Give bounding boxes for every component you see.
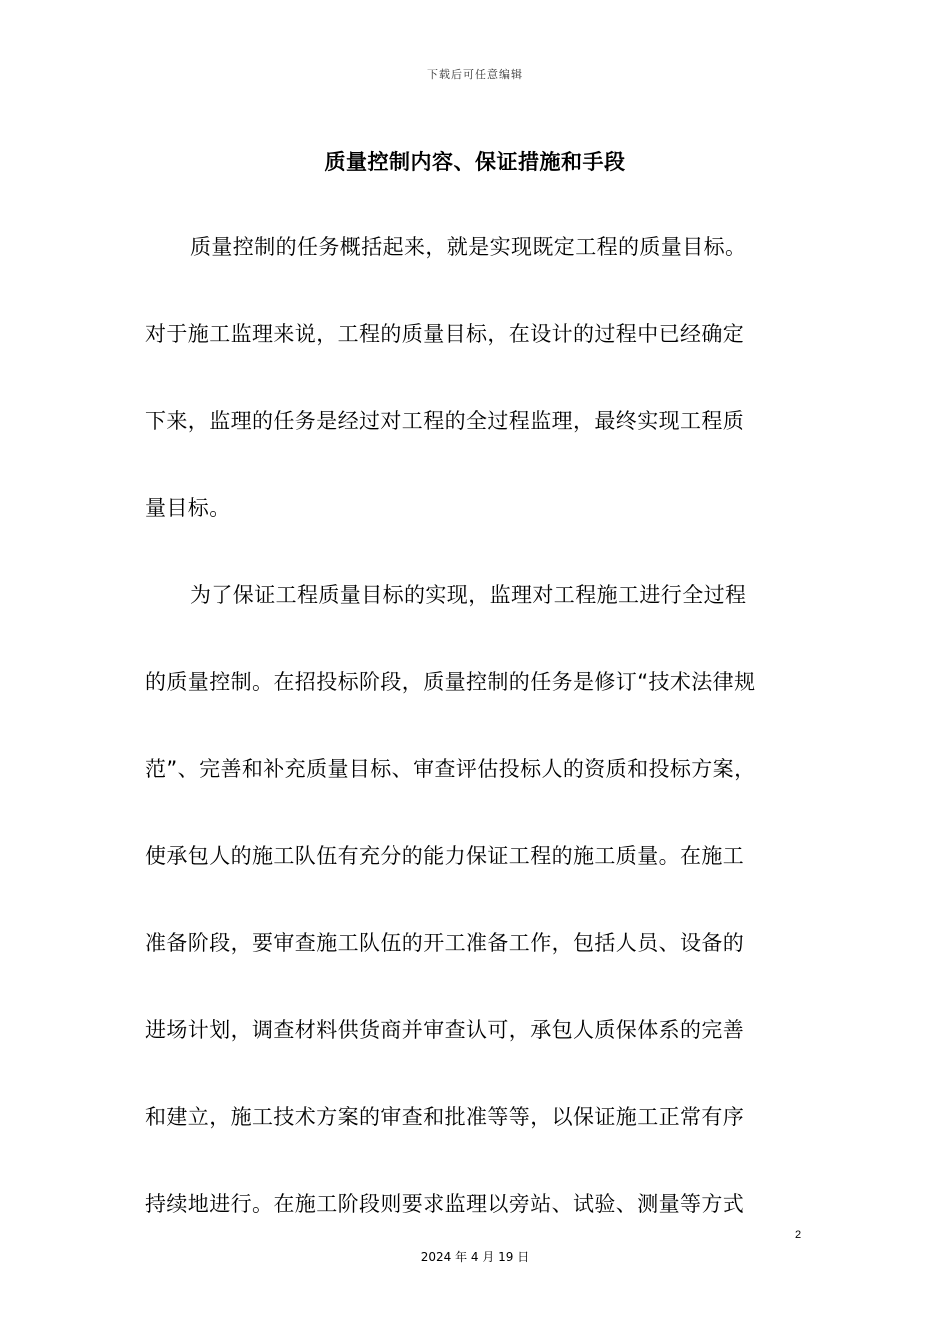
paragraph-2-line-8: 持续地进行。在施工阶段则要求监理以旁站、试验、测量等方式 (145, 1192, 745, 1216)
paragraph-2-line-4: 使承包人的施工队伍有充分的能力保证工程的施工质量。在施工 (145, 844, 745, 868)
paragraph-2-line-3: 范”、完善和补充质量目标、审查评估投标人的资质和投标方案， (145, 757, 756, 781)
paragraph-1-line-2: 对于施工监理来说，工程的质量目标，在设计的过程中已经确定 (145, 322, 745, 346)
paragraph-1-line-3: 下来，监理的任务是经过对工程的全过程监理，最终实现工程质 (145, 409, 745, 433)
document-body (145, 226, 807, 1270)
paragraph-1-line-4: 量目标。 (145, 496, 231, 520)
paragraph-2-line-2: 的质量控制。在招投标阶段，质量控制的任务是修订“技术法律规 (145, 670, 756, 694)
paragraph-2-line-5: 准备阶段，要审查施工队伍的开工准备工作，包括人员、设备的 (145, 931, 745, 955)
paragraph-2-line-7: 和建立，施工技术方案的审查和批准等等，以保证施工正常有序 (145, 1105, 745, 1129)
paragraph-2-line-6: 进场计划，调查材料供货商并审查认可，承包人质保体系的完善 (145, 1018, 745, 1042)
page-number: 2 (795, 1229, 802, 1241)
paragraph-1-line-1: 质量控制的任务概括起来，就是实现既定工程的质量目标。 (190, 235, 747, 259)
paragraph-2-line-1: 为了保证工程质量目标的实现，监理对工程施工进行全过程 (190, 583, 747, 607)
footer-date: 2024 年 4 月 19 日 (420, 1250, 530, 1264)
document-title: 质量控制内容、保证措施和手段 (324, 150, 626, 174)
header-note: 下载后可任意编辑 (427, 68, 523, 81)
